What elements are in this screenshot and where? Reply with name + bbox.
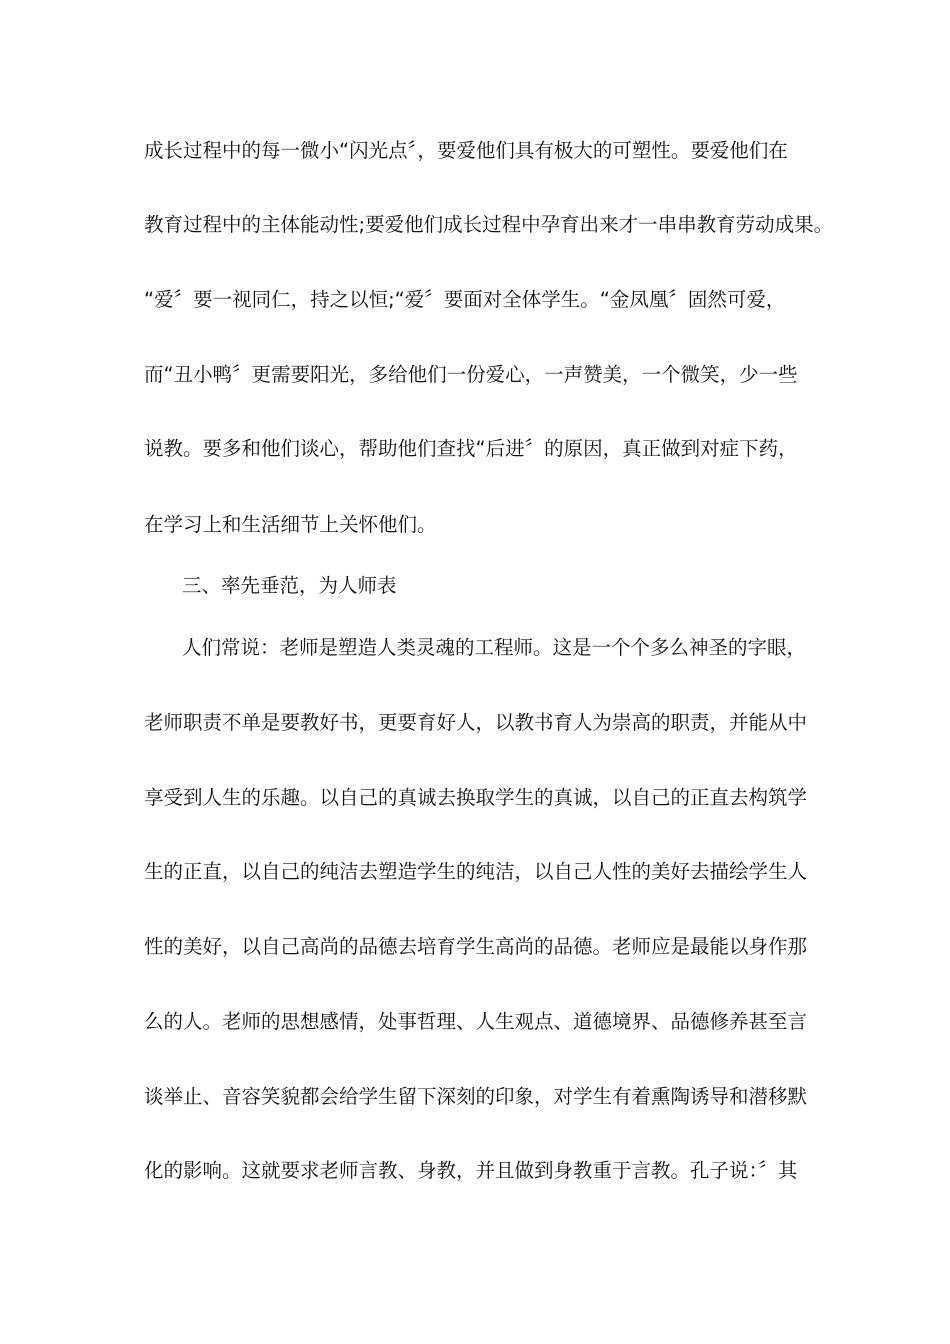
paragraph-line-9: 享受到人生的乐趣。以自己的真诚去换取学生的真诚，以自己的正直去构筑学: [144, 786, 808, 809]
section-heading: 三、率先垂范，为人师表: [182, 574, 397, 597]
paragraph-line-13: 谈举止、音容笑貌都会给学生留下深刻的印象，对学生有着熏陶诱导和潜移默: [144, 1085, 808, 1108]
paragraph-line-1: 成长过程中的每一微小“闪光点〞，要爱他们具有极大的可塑性。要爱他们在: [144, 139, 788, 162]
paragraph-line-12: 么的人。老师的思想感情，处事哲理、人生观点、道德境界、品德修养甚至言: [144, 1010, 808, 1033]
paragraph-line-10: 生的正直，以自己的纯洁去塑造学生的纯洁，以自己人性的美好去描绘学生人: [144, 860, 808, 883]
paragraph-line-14: 化的影响。这就要求老师言教、身教，并且做到身教重于言教。孔子说：〞其: [144, 1159, 798, 1182]
paragraph-line-2: 教育过程中的主体能动性;要爱他们成长过程中孕育出来才一串串教育劳动成果。: [144, 213, 834, 236]
paragraph-line-6: 在学习上和生活细节上关怀他们。: [144, 513, 437, 536]
paragraph-line-5: 说教。要多和他们谈心，帮助他们查找“后进〞的原因，真正做到对症下药，: [144, 437, 798, 460]
paragraph-line-3: “爱〞要一视同仁，持之以恒;“爱〞要面对全体学生。“金凤凰〞固然可爱，: [144, 288, 786, 311]
paragraph-line-7: 人们常说：老师是塑造人类灵魂的工程师。这是一个个多么神圣的字眼，: [182, 636, 807, 659]
paragraph-line-4: 而“丑小鸭〞更需要阳光，多给他们一份爱心，一声赞美，一个微笑，少一些: [144, 363, 798, 386]
paragraph-line-11: 性的美好，以自己高尚的品德去培育学生高尚的品德。老师应是最能以身作那: [144, 935, 808, 958]
paragraph-line-8: 老师职责不单是要教好书，更要育好人，以教书育人为崇高的职责，并能从中: [144, 711, 808, 734]
